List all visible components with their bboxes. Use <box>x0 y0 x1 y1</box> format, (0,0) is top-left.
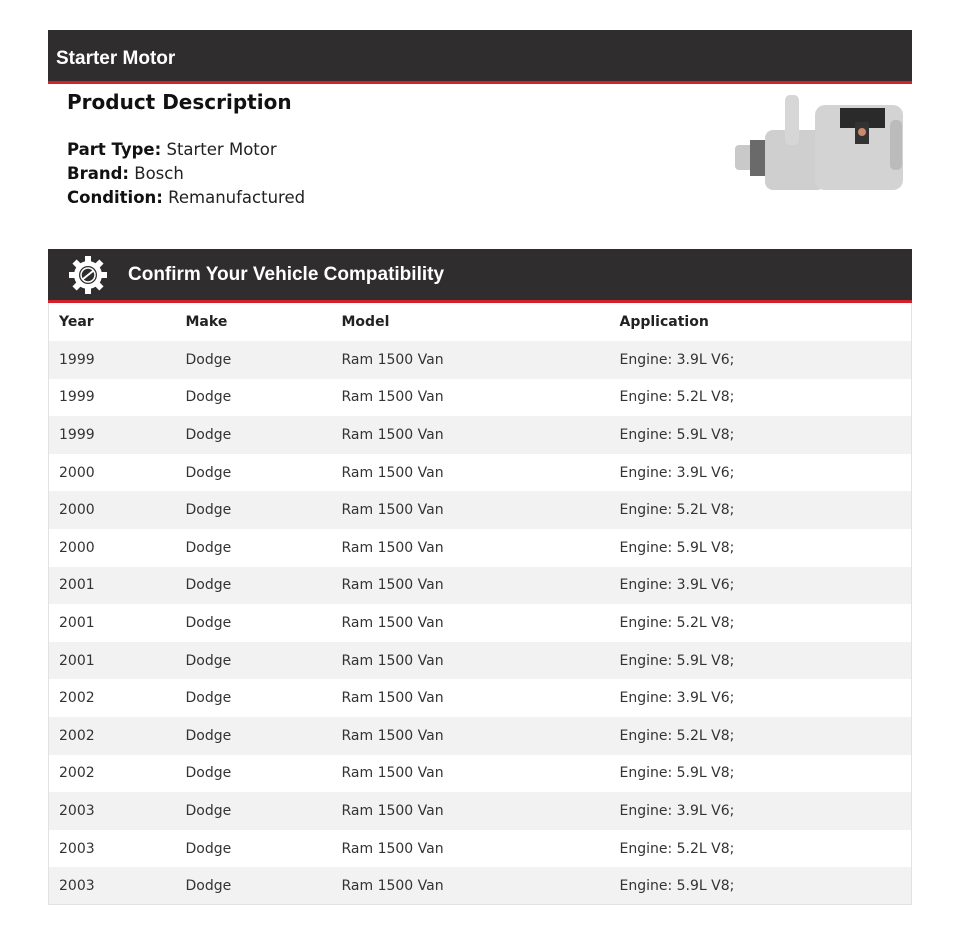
table-header-row <box>49 303 912 341</box>
cell-model: Ram 1500 Van <box>341 765 444 782</box>
product-description <box>67 90 305 210</box>
cell-make: Dodge <box>185 464 232 481</box>
table-row <box>49 454 912 492</box>
cell-model: Ram 1500 Van <box>341 690 444 707</box>
cell-year: 2000 <box>59 502 95 519</box>
cell-year: 2002 <box>59 690 95 707</box>
cell-make: Dodge <box>185 351 232 368</box>
cell-year: 1999 <box>59 426 95 443</box>
cell-year: 2001 <box>59 652 95 669</box>
cell-year: 1999 <box>59 351 95 368</box>
cell-make: Dodge <box>185 840 232 857</box>
cell-application: Engine: 3.9L V6; <box>619 690 735 707</box>
cell-model: Ram 1500 Van <box>341 539 444 556</box>
cell-model: Ram 1500 Van <box>341 502 444 519</box>
table-row <box>49 491 912 529</box>
cell-application: Engine: 5.9L V8; <box>619 877 735 894</box>
cell-application: Engine: 5.9L V8; <box>619 652 735 669</box>
table-row <box>49 717 912 755</box>
cell-model: Ram 1500 Van <box>341 351 444 368</box>
cell-year: 2000 <box>59 539 95 556</box>
cell-application: Engine: 3.9L V6; <box>619 802 735 819</box>
cell-make: Dodge <box>185 727 232 744</box>
cell-application: Engine: 5.2L V8; <box>619 389 735 406</box>
cell-application: Engine: 5.9L V8; <box>619 539 735 556</box>
cell-year: 1999 <box>59 389 95 406</box>
cell-year: 2001 <box>59 614 95 631</box>
column-header-year: Year <box>59 314 94 330</box>
table-row <box>49 679 912 717</box>
cell-make: Dodge <box>185 690 232 707</box>
cell-make: Dodge <box>185 614 232 631</box>
field-value: Bosch <box>134 164 184 183</box>
cell-application: Engine: 5.2L V8; <box>619 614 735 631</box>
product-title-bar <box>48 30 912 84</box>
compatibility-table <box>48 303 912 905</box>
table-row <box>49 529 912 567</box>
field-part-type <box>67 138 305 162</box>
cell-make: Dodge <box>185 765 232 782</box>
table-row <box>49 792 912 830</box>
column-header-model: Model <box>341 314 390 330</box>
cell-make: Dodge <box>185 877 232 894</box>
field-value: Starter Motor <box>166 140 277 159</box>
description-heading: Product Description <box>67 90 292 114</box>
cell-make: Dodge <box>185 502 232 519</box>
product-title: Starter Motor <box>56 48 176 69</box>
table-row <box>49 867 912 905</box>
cell-year: 2003 <box>59 802 95 819</box>
table-row <box>49 341 912 379</box>
cell-application: Engine: 5.2L V8; <box>619 727 735 744</box>
table-row <box>49 755 912 793</box>
cell-year: 2000 <box>59 464 95 481</box>
field-label: Brand: <box>67 164 130 183</box>
compatibility-title: Confirm Your Vehicle Compatibility <box>128 263 445 285</box>
compatibility-bar <box>48 249 912 303</box>
cell-year: 2003 <box>59 877 95 894</box>
column-header-make: Make <box>185 314 228 330</box>
cell-model: Ram 1500 Van <box>341 614 444 631</box>
cell-application: Engine: 3.9L V6; <box>619 464 735 481</box>
cell-make: Dodge <box>185 652 232 669</box>
cell-make: Dodge <box>185 426 232 443</box>
field-label: Part Type: <box>67 140 162 159</box>
field-label: Condition: <box>67 188 163 207</box>
table-row <box>49 567 912 605</box>
cell-model: Ram 1500 Van <box>341 727 444 744</box>
cell-application: Engine: 5.2L V8; <box>619 502 735 519</box>
cell-model: Ram 1500 Van <box>341 652 444 669</box>
cell-model: Ram 1500 Van <box>341 577 444 594</box>
cell-model: Ram 1500 Van <box>341 840 444 857</box>
table-row <box>49 830 912 868</box>
cell-application: Engine: 5.9L V8; <box>619 426 735 443</box>
field-value: Remanufactured <box>168 188 306 207</box>
cell-application: Engine: 3.9L V6; <box>619 577 735 594</box>
cell-model: Ram 1500 Van <box>341 426 444 443</box>
cell-application: Engine: 5.9L V8; <box>619 765 735 782</box>
cell-year: 2001 <box>59 577 95 594</box>
cell-model: Ram 1500 Van <box>341 802 444 819</box>
table-row <box>49 642 912 680</box>
cell-make: Dodge <box>185 802 232 819</box>
cell-year: 2002 <box>59 765 95 782</box>
cell-make: Dodge <box>185 389 232 406</box>
starter-motor-image <box>730 90 906 196</box>
table-row <box>49 604 912 642</box>
column-header-application: Application <box>619 314 709 330</box>
cell-model: Ram 1500 Van <box>341 877 444 894</box>
field-brand <box>67 162 305 186</box>
cell-make: Dodge <box>185 539 232 556</box>
cell-application: Engine: 5.2L V8; <box>619 840 735 857</box>
cell-model: Ram 1500 Van <box>341 464 444 481</box>
cell-application: Engine: 3.9L V6; <box>619 351 735 368</box>
cell-make: Dodge <box>185 577 232 594</box>
cell-model: Ram 1500 Van <box>341 389 444 406</box>
table-row <box>49 416 912 454</box>
cell-year: 2002 <box>59 727 95 744</box>
cell-year: 2003 <box>59 840 95 857</box>
table-row <box>49 379 912 417</box>
field-condition <box>67 186 305 210</box>
gear-icon <box>68 255 108 295</box>
